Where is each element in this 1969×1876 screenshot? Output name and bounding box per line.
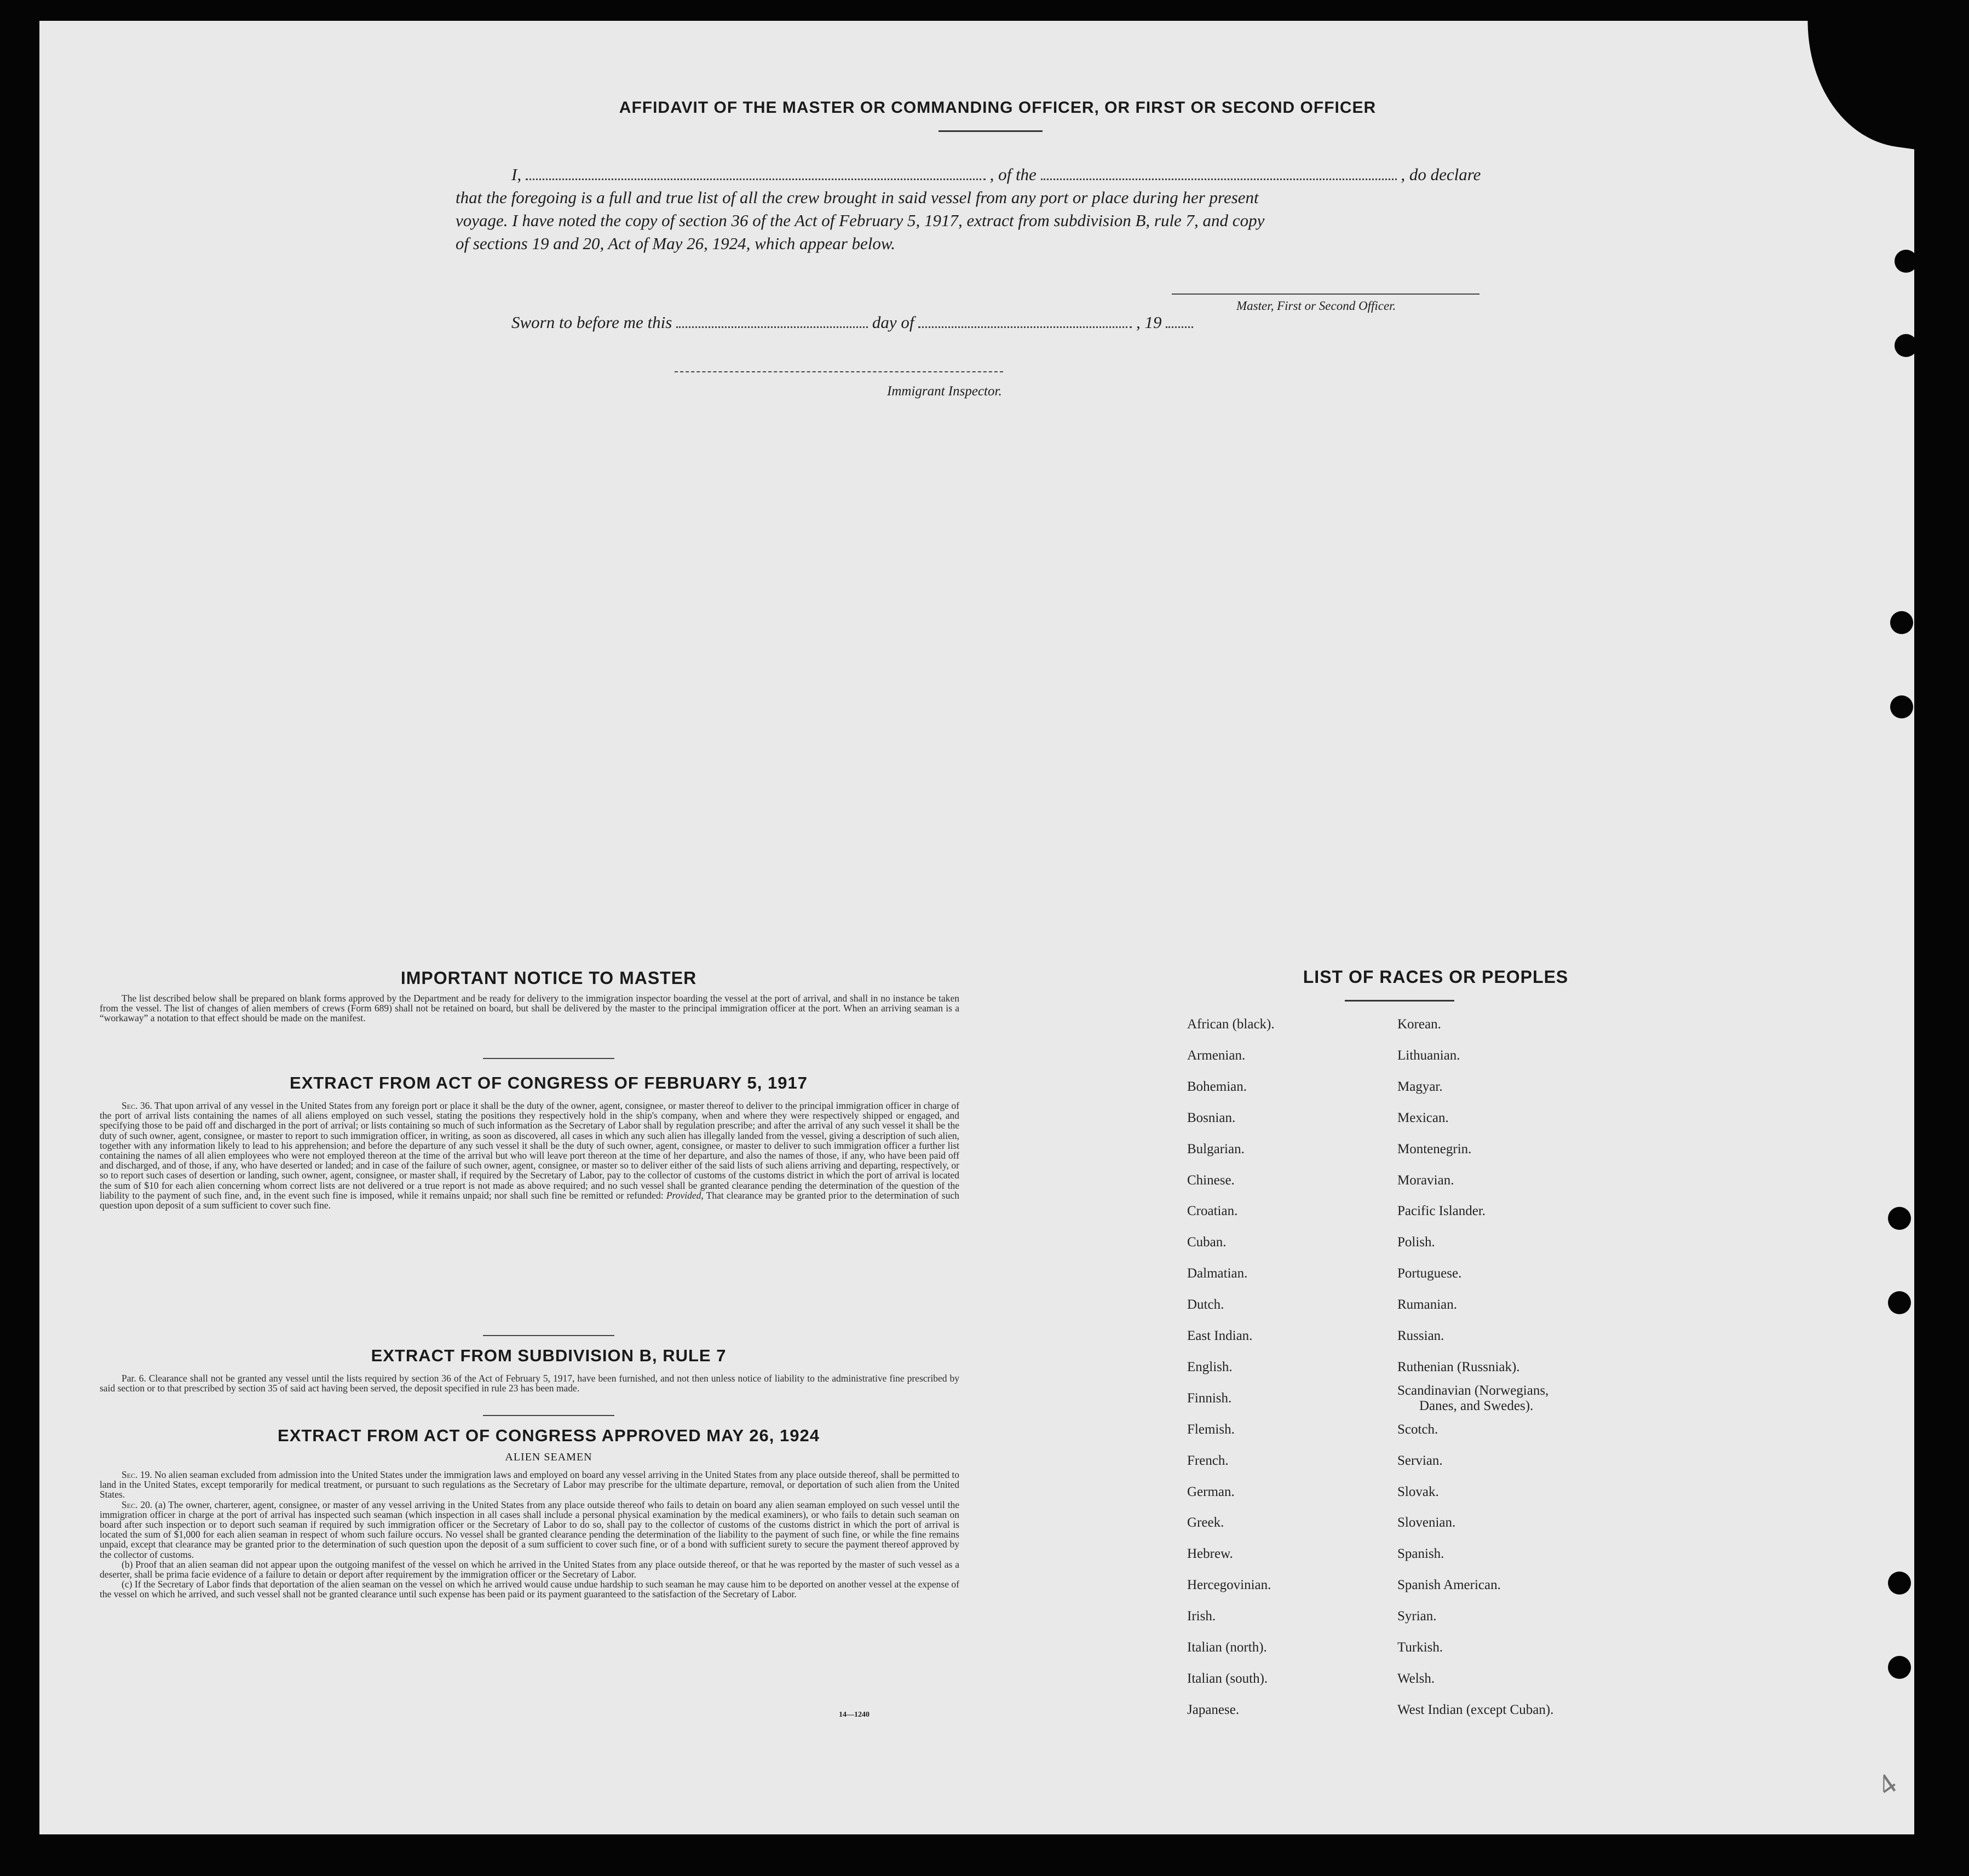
proviso-word: Provided, — [666, 1189, 704, 1201]
race-item: Spanish. — [1397, 1546, 1444, 1562]
sworn-prefix: Sworn to before me this — [511, 313, 672, 332]
race-item: Polish. — [1397, 1235, 1435, 1250]
section-20c-paragraph: (c) If the Secretary of Labor finds that deportation of the alien seaman on the vessel on which he arrived would cause undue hardship to such seaman he may cause him to be deported on another vessel at the expense of the vessel on which he arrived, and such vessel shall not be granted clearance until such expense has been paid or its payment guaranteed to the satisfaction of the Secretary of Labor. — [100, 1579, 959, 1600]
section-20a-text: (a) The owner, charterer, agent, consignee, or master of any vessel arriving in the United States from any place outside thereof who fails to detain on board any alien seaman employed on such vessel until the immigration officer in charge at the port of arrival has inspected such seaman (which inspection in all cases shall include a personal physical examination by the medical examiners), or who fails to detain such seaman on board after such inspection or to deport such seaman if required by such immigration officer or the Secretary of Labor to do so, shall pay to the collector of customs of the customs district in which the port of arrival is located the sum of $1,000 for each alien seaman in respect of whom such failure occurs. No vessel shall be granted clearance pending the determination of the liability to the payment of such fine, or while the fine remains unpaid, except that clearance may be granted prior to the determination of such question upon the deposit of a sum sufficient to cover such fine, or of a bond with sufficient surety to secure the payment thereof approved by the collector of customs. — [100, 1499, 959, 1560]
race-item: Dalmatian. — [1187, 1266, 1248, 1281]
binder-hole-6 — [1888, 1291, 1911, 1314]
officer-signature-label: Master, First or Second Officer. — [1236, 299, 1396, 313]
race-item: Lithuanian. — [1397, 1048, 1460, 1063]
torn-corner — [1790, 21, 1914, 149]
binder-hole-8 — [1888, 1656, 1911, 1679]
binder-hole-7 — [1888, 1572, 1911, 1595]
race-item: Portuguese. — [1397, 1266, 1462, 1281]
race-item: Irish. — [1187, 1609, 1216, 1624]
year-prefix: , 19 — [1136, 313, 1162, 332]
race-item: Slovenian. — [1397, 1515, 1456, 1530]
binder-hole-2 — [1895, 334, 1914, 357]
section-19-label: Sec. 19. — [122, 1469, 152, 1480]
race-item: Mexican. — [1397, 1110, 1449, 1125]
rule-7-rule — [483, 1415, 614, 1416]
race-item: Bosnian. — [1187, 1110, 1236, 1125]
rule-7-title: EXTRACT FROM SUBDIVISION B, RULE 7 — [371, 1346, 727, 1365]
binder-hole-3 — [1890, 611, 1913, 634]
declare-suffix: , do declare — [1401, 165, 1481, 184]
race-item: Slovak. — [1397, 1484, 1439, 1499]
race-item: Bohemian. — [1187, 1079, 1247, 1094]
race-item: West Indian (except Cuban). — [1397, 1702, 1554, 1717]
notice-title: IMPORTANT NOTICE TO MASTER — [400, 968, 697, 988]
race-item: Flemish. — [1187, 1422, 1235, 1437]
vessel-name-field[interactable] — [1041, 165, 1397, 180]
form-number: 14—1240 — [839, 1711, 870, 1719]
race-item: Pacific Islander. — [1397, 1204, 1486, 1219]
proviso-text: That clearance may be granted prior to the determination of such question upon deposit of a sum sufficient to cover such fine. — [100, 1189, 959, 1211]
binder-hole-5 — [1888, 1207, 1911, 1230]
race-item: Japanese. — [1187, 1702, 1240, 1717]
alien-seamen-subtitle: ALIEN SEAMEN — [505, 1451, 592, 1463]
race-item: Montenegrin. — [1397, 1141, 1472, 1156]
race-item: English. — [1187, 1359, 1233, 1374]
race-item: Cuban. — [1187, 1235, 1227, 1250]
affidavit-line-4: of sections 19 and 20, Act of May 26, 1924, which appear below. — [456, 234, 896, 253]
affidavit-title-rule — [939, 130, 1043, 132]
declarant-prefix: I, — [511, 165, 522, 184]
section-20b-paragraph: (b) Proof that an alien seaman did not appear upon the outgoing manifest of the vessel on which he arrived in the United States from any place outside thereof, or that he was reported by the master of such vessel as a deserter, shall be prima facie evidence of a failure to detain or deport after requirement by the immigration officer or the Secretary of Labor. — [100, 1558, 959, 1580]
extract-1917-title: EXTRACT FROM ACT OF CONGRESS OF FEBRUARY 5, 1917 — [290, 1073, 808, 1092]
race-item: Russian. — [1397, 1328, 1444, 1343]
race-item: East Indian. — [1187, 1328, 1253, 1343]
race-item: African (black). — [1187, 1017, 1275, 1032]
section-19-text: No alien seaman excluded from admission into the United States under the immigration laws and employed on board any vessel arriving in the United States from any place outside thereof, shall be permitted to land in the United States, except temporarily for medical treatment, or pursuant to such regulations as the Secretary of Labor may prescribe for the ultimate departure, removal, or deportation of such alien from the United States. — [100, 1469, 959, 1500]
race-item: Italian (south). — [1187, 1671, 1268, 1686]
declarant-name-field[interactable] — [526, 165, 986, 180]
form-sheet — [39, 21, 1914, 1834]
race-item: Turkish. — [1397, 1640, 1443, 1655]
extract-1917-body — [100, 1101, 959, 1210]
race-item: Finnish. — [1187, 1390, 1232, 1406]
section-19-paragraph — [100, 1470, 959, 1500]
race-item: Bulgarian. — [1187, 1141, 1245, 1156]
race-item: Magyar. — [1397, 1079, 1443, 1094]
vessel-prefix: , of the — [989, 165, 1037, 184]
races-title: LIST OF RACES OR PEOPLES — [1303, 967, 1569, 987]
race-item: Greek. — [1187, 1515, 1224, 1530]
rule-7-body — [100, 1373, 959, 1393]
sworn-year-field[interactable] — [1166, 313, 1193, 328]
race-item: Armenian. — [1187, 1048, 1246, 1063]
race-item: Servian. — [1397, 1453, 1443, 1468]
extract-1917-rule — [483, 1335, 614, 1336]
affidavit-line-3: voyage. I have noted the copy of section 36 of the Act of February 5, 1917, extract from subdivision B, rule 7, and copy — [456, 211, 1265, 230]
inspector-signature-label: Immigrant Inspector. — [887, 384, 1002, 399]
races-column-1 — [1187, 1017, 1395, 1740]
races-title-rule — [1345, 1000, 1454, 1002]
race-item: Spanish American. — [1397, 1578, 1501, 1593]
race-item: Welsh. — [1397, 1671, 1435, 1686]
notice-rule — [483, 1058, 614, 1059]
race-item: Korean. — [1397, 1017, 1441, 1032]
race-item: Scandinavian (Norwegians, — [1397, 1383, 1549, 1398]
rule-7-paragraph: Par. 6. Clearance shall not be granted any vessel until the lists required by section 36 of the Act of February 5, 1917, have been furnished, and not then unless notice of liability to the administrative fine prescribed by said section or to that prescribed by section 35 of said act having been served, the deposit specified in rule 23 has been made. — [100, 1373, 959, 1394]
sworn-month-field[interactable] — [918, 313, 1132, 328]
race-item: Croatian. — [1187, 1204, 1238, 1219]
sworn-day-field[interactable] — [676, 313, 868, 328]
day-of-label: day of — [872, 313, 914, 332]
binder-hole-1 — [1895, 250, 1914, 273]
race-item: Hercegovinian. — [1187, 1578, 1271, 1593]
race-item: Scotch. — [1397, 1422, 1438, 1437]
section-36-text: That upon arrival of any vessel in the United States from any foreign port or place it shall be the duty of the owner, agent, consignee, or master thereof to deliver to the principal immigration officer in charge of the port of arrival lists containing the names of all aliens employed on such vessel, stating the positions they respectively hold in the ship's company, when and where they were respectively shipped or engaged, and specifying those to be paid off and discharged in the port of arrival; or lists containing so much of such information as the Secretary of Labor shall by regulation prescribe; and after the arrival of any such vessel it shall be the duty of such owner, agent, consignee, or master to report to such immigration officer, in writing, as soon as discovered, all cases in which any such alien has illegally landed from the vessel, giving a description of such alien, together with any information likely to lead to his apprehension; and before the departure of any such vessel it shall be the duty of such owner, agent, consignee, or master to deliver to such immigration officer a further list containing the names of all alien employees who were not employed thereon at the time of the arrival but who will leave port thereon at the time of her departure, and also the names of those, if any, who have been paid off and discharged, and of those, if any, who have deserted or landed; and in case of the failure of such owner, agent, consignee, or master so to deliver either of the said lists of such aliens arriving and departing, respectively, or so to report such cases of desertion or landing, such owner, agent, consignee, or master shall, if required by the Secretary of Labor, pay to the collector of customs of the customs district in which the port of arrival is located the sum of $10 for each alien concerning whom correct lists are not delivered or a true report is not made as above required; and no such vessel shall be granted clearance pending the determination of the question of the liability to the payment of such fine, and, in the event such fine is imposed, while it remains unpaid; nor shall such fine be remitted or refunded: — [100, 1100, 959, 1201]
race-item: Italian (north). — [1187, 1640, 1267, 1655]
affidavit-title: AFFIDAVIT OF THE MASTER OR COMMANDING OFFICER, OR FIRST OR SECOND OFFICER — [619, 99, 1377, 117]
inspector-signature-line[interactable] — [675, 371, 1003, 372]
race-item: Ruthenian (Russniak). — [1397, 1359, 1520, 1374]
sworn-line — [511, 311, 1193, 334]
margin-pencil-mark: 4 — [1871, 1766, 1902, 1803]
race-item: Dutch. — [1187, 1297, 1224, 1313]
binder-hole-4 — [1890, 695, 1913, 718]
extract-1924-title: EXTRACT FROM ACT OF CONGRESS APPROVED MAY 26, 1924 — [278, 1426, 820, 1445]
race-item-continued: Danes, and Swedes). — [1419, 1398, 1534, 1413]
race-item: German. — [1187, 1484, 1235, 1499]
race-item: French. — [1187, 1453, 1229, 1468]
race-item: Hebrew. — [1187, 1546, 1233, 1562]
race-item: Chinese. — [1187, 1172, 1235, 1188]
race-item: Syrian. — [1397, 1609, 1437, 1624]
affidavit-line-2: that the foregoing is a full and true list of all the crew brought in said vessel from any port or place during her present — [456, 188, 1259, 207]
notice-body — [100, 993, 959, 1023]
race-item: Rumanian. — [1397, 1297, 1458, 1313]
notice-paragraph: The list described below shall be prepared on blank forms approved by the Department and be ready for delivery to the immigration inspector boarding the vessel at the port of arrival, and shall in no instance be taken from the vessel. The list of changes of alien members of crews (Form 689) shall not be retained on board, but shall be delivered by the master to the principal immigration officer at the port. When an arriving seaman is a “workaway” a notation to that effect should be made on the manifest. — [100, 993, 959, 1024]
races-column-2 — [1397, 1017, 1737, 1740]
section-36-paragraph — [100, 1101, 959, 1210]
race-item: Moravian. — [1397, 1172, 1454, 1188]
section-20-label: Sec. 20. — [122, 1499, 153, 1510]
section-20a-paragraph — [100, 1500, 959, 1560]
extract-1924-body — [100, 1470, 959, 1599]
affidavit-declaration-line — [511, 163, 1481, 186]
section-36-label: Sec. 36. — [122, 1100, 152, 1111]
